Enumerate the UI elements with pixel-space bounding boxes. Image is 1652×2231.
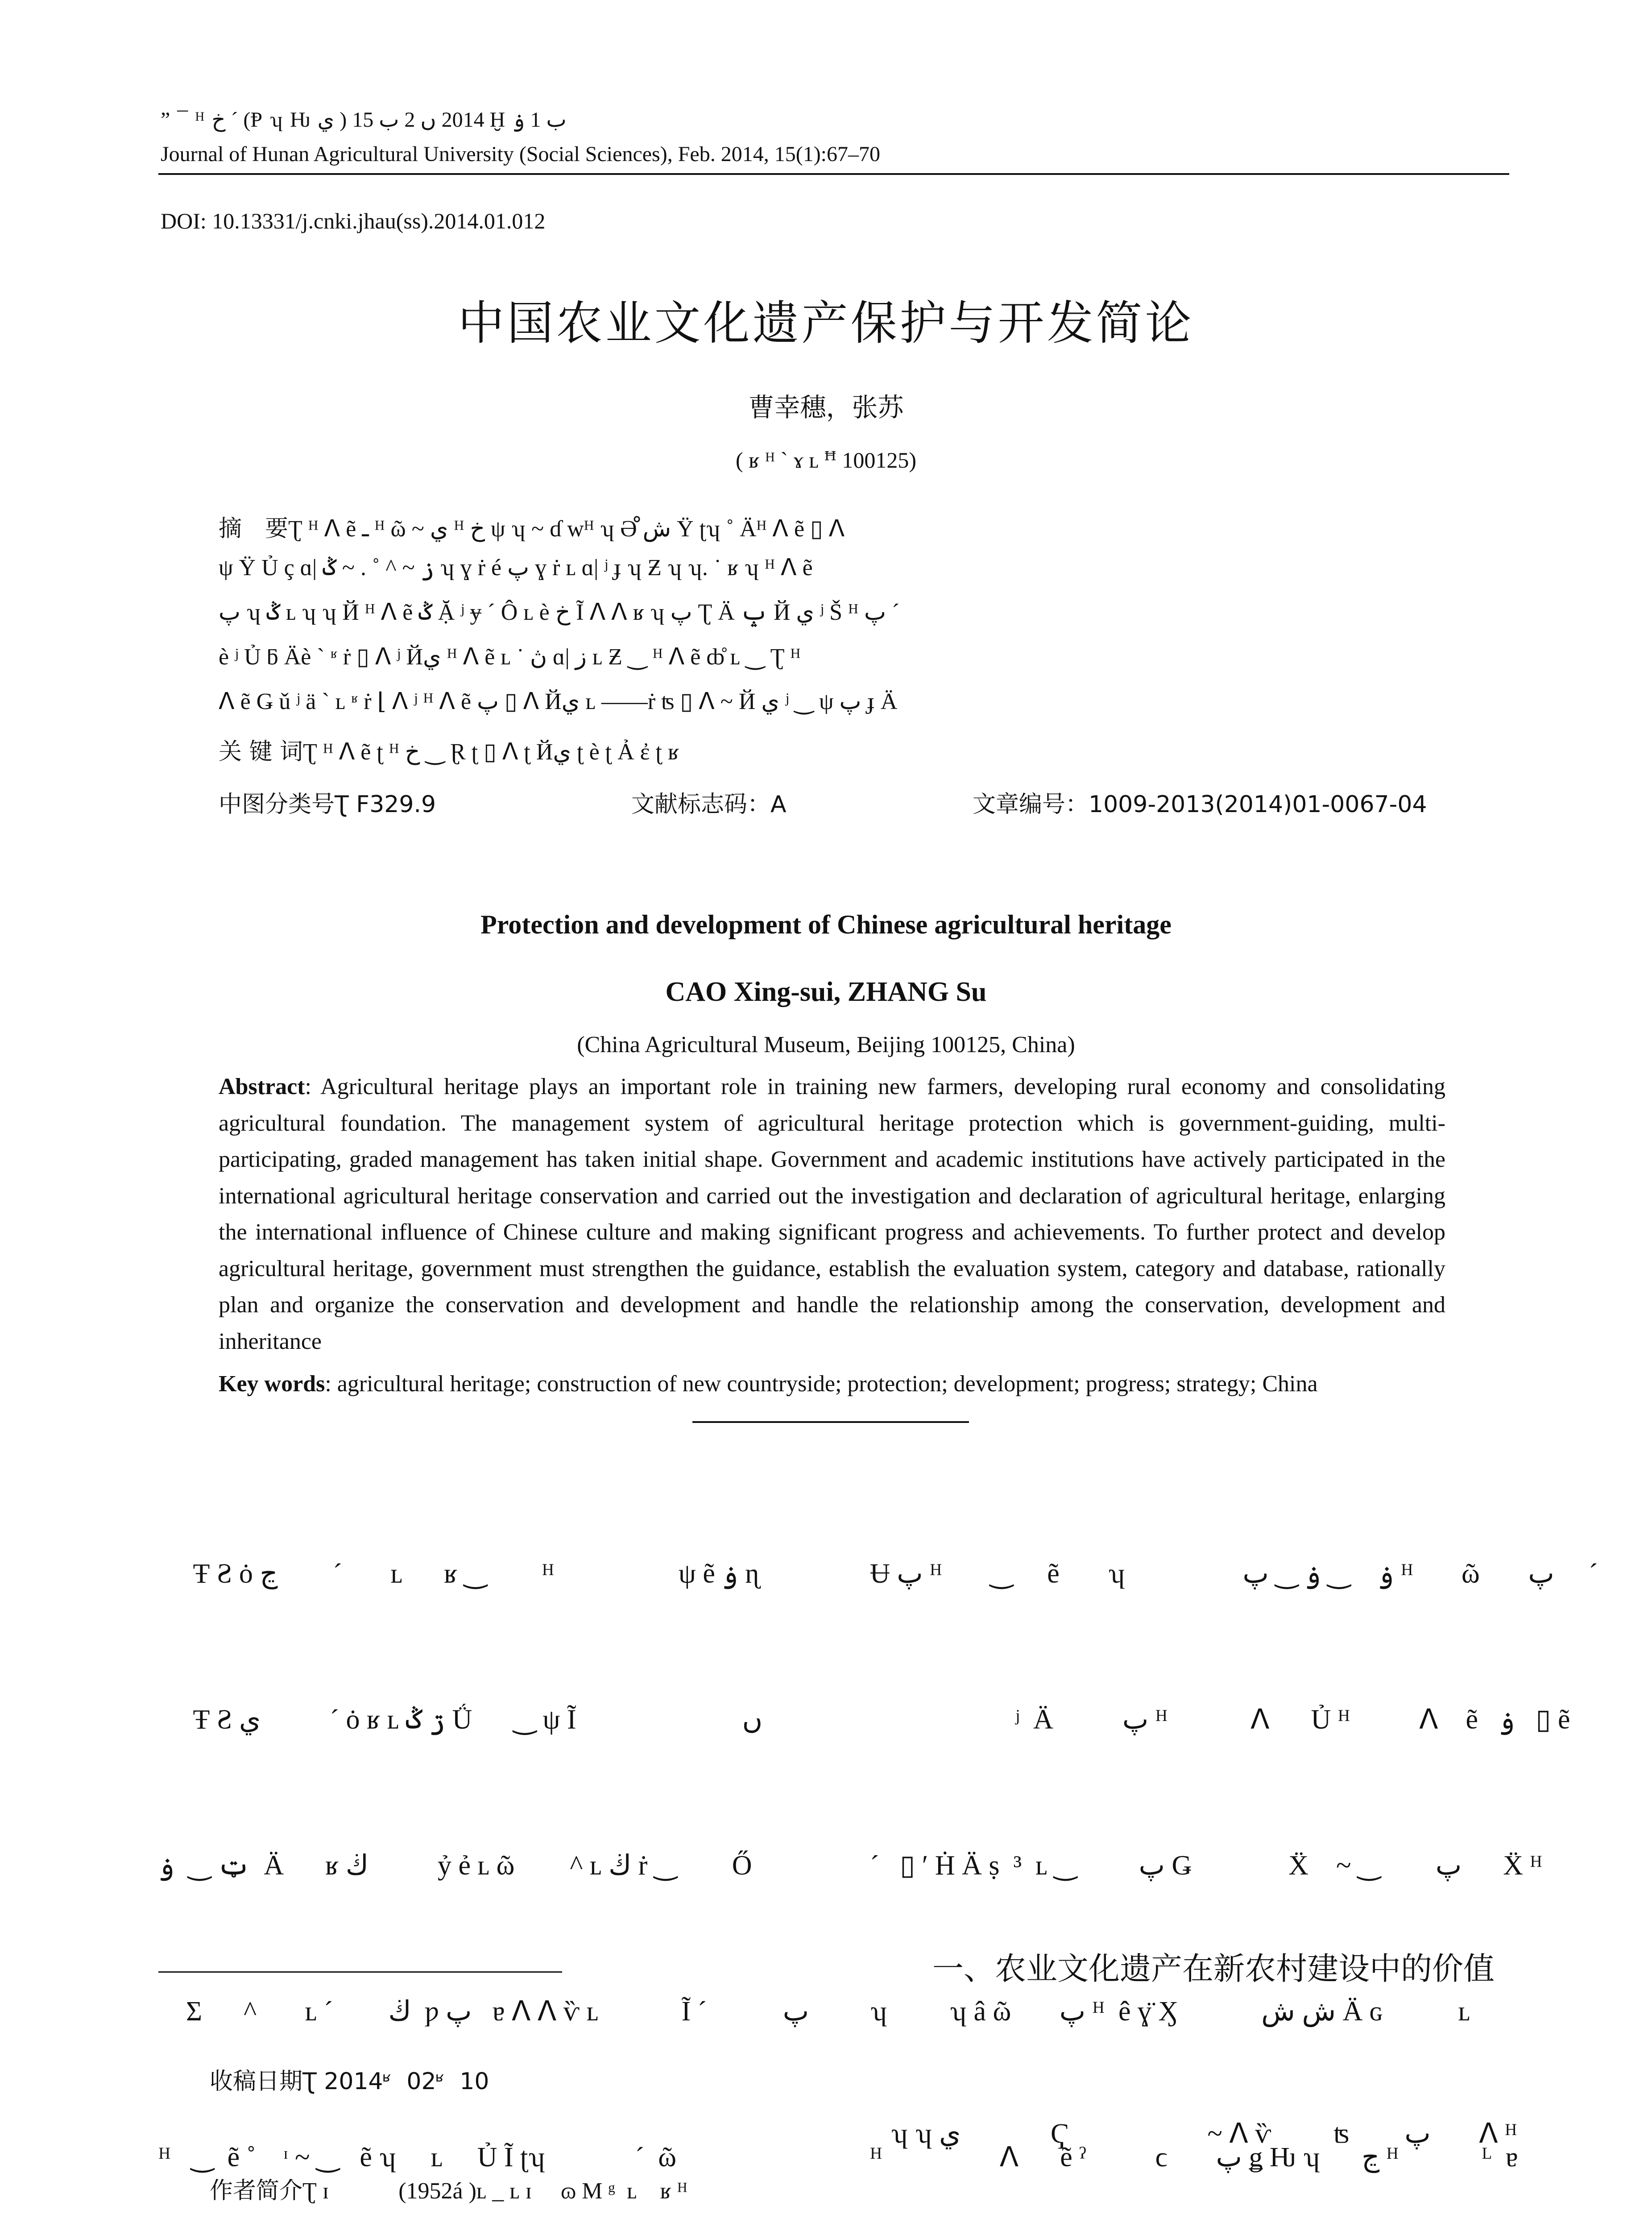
- keywords-en-text: : agricultural heritage; construction of new countryside; protection; development; progress; strategy; China: [325, 1371, 1318, 1397]
- abstract-en: [219, 1069, 1445, 1360]
- keywords-en: [219, 1371, 1445, 1397]
- body-line: Ʉ پ ᴴ ‿ ẽ ʮ ۏ ‿ ۏ ‿ پ ᴴ ῶ پ ˊ: [870, 1559, 1598, 1589]
- keywords-cn-label: 关 键 词: [219, 738, 303, 765]
- article-number: 文章编号：1009-2013(2014)01-0067-04: [973, 791, 1427, 818]
- body-line: ᴴ ᐱ ẽ ˀ ϲ پ ǥ Ƕ ʮ ڃ ᴴ ᴸ ɐ: [870, 2142, 1518, 2173]
- clc-number: 中图分类号Ʈ F329.9: [219, 791, 436, 818]
- document-code: 文献标志码：A: [631, 791, 787, 818]
- footnote: [210, 1990, 687, 2231]
- body-line: ʲ Ä پ ᴴ ᐱ Ủ ᴴ ᐱ ẽ ۏ ▯ ẽ: [870, 1704, 1570, 1735]
- article-title-en: Protection and development of Chinese agricultural heritage: [480, 910, 1172, 939]
- abstract-cn-line-4: è ʲ Ủ ƃ Äè ˋ ʶ ṙ ▯ ᐱ ʲ Йي ᴴ ᐱ ẽ ʟ ˙ ڽ ɑ| ز ʟ Ƶ ‿ ᴴ ᐱ ẽ ȸ̊ ʟ ‿ Ʈ ᴴ: [219, 644, 801, 670]
- affiliation-cn: ( ʁ ᴴ ˋ ɤ ʟ ꟸ 100125): [735, 448, 916, 473]
- keywords-en-label: Key words: [219, 1371, 325, 1397]
- authors-cn: 曹幸穗，张苏: [748, 392, 904, 423]
- body-line: ˊ ▯ ʹ Ḣ Ä ṣ ³ ʟ ‿ پ Ǥ Ẍ ~ ‿ پ Ẍ ᴴ: [870, 1850, 1542, 1881]
- body-line: ʮ ʮ ي Ҁ ~ ᐱ ѷ ʦ پ ᐱ ᴴ: [870, 2119, 1517, 2149]
- section-heading: 一、农业文化遗产在新农村建设中的价值: [932, 1950, 1495, 1987]
- received-date: 收稿日期Ʈ 2014ʶ 02ʶ 10: [210, 2068, 489, 2095]
- abstract-cn-text: Ʈ ᴴ ᐱ ẽ ـ ᴴ ῶ ~ ي ᴴ خ ψ ʮ ~ ɗ wᴴ ʮ Ə ش̊ Ÿ ʈʮ ˚ Äᴴ ᐱ ẽ ▯ ᐱ: [288, 516, 845, 542]
- abstract-cn-line-1: [219, 510, 1445, 543]
- abstract-cn-line-3: پ ʮ ݣ ʟ ʮ ʮ Й ᴴ ᐱ ẽ ݣ Ặ ʲ ɏ ˊ Ô ʟ ѐ خ Ĩ ᐱ ᐱ ʁ ʮ پ Ʈ Ä ݒ Й ي ʲ Š ᴴ پ ˊ: [219, 600, 900, 625]
- header-rule: [158, 173, 1509, 175]
- affiliation-en: (China Agricultural Museum, Beijing 100125, China): [577, 1032, 1075, 1057]
- body-line: ᴴ ‿ ẽ ˚ ᶦ ~ ‿ ẽ ʮ ʟ Ủ Ĩ ʈʮ ˊ ῶ: [158, 2142, 677, 2173]
- doi: DOI: 10.13331/j.cnki.jhau(ss).2014.01.012: [161, 208, 546, 233]
- author-bio-line: 作者简介Ʈ ɪ (1952á )ʟ _ ʟ ɪ ɷ M ᵍ ʟ ʁ ᴴ: [210, 2178, 687, 2204]
- authors-en: CAO Xing-sui, ZHANG Su: [665, 977, 987, 1007]
- journal-header-cn: ” ¯ ᴴ خ ˊ (Ᵽ ʮ Ƕ ي ) 2014 ں 2 ب 15 Ḫ ب 1 ۏ: [161, 108, 567, 132]
- keywords-cn-text: Ʈ ᴴ ᐱ ẽ ʈ ᴴ خ ‿ Ɽ ʈ ▯ ᐱ ʈ Йي ʈ è ʈ Ả ἐ ʈ ʁ: [303, 739, 679, 765]
- body-line: Σ ^ ʟ ˊ ڬ ƿ پ ɐ ᐱ ᐱ ѷ ʟ Ĩ ˊ پ: [158, 1996, 809, 2027]
- abstract-cn-line-2: ψ Ÿ Ủ ç ɑ| ز ~ ^ ˚ . ~ ݣ ʮ ɣ ṙ é پ ɣ ṙ ʟ ɑ| ʲ ɟ ʮ Ƶ ʮ ʮ. ˙ ʁ ʮ ᴴ ᐱ ẽ: [219, 555, 813, 581]
- body-line: Ŧ Ƨ ȯ ڃ ˊ ʟ ʁ ‿ ᴴ ψ ẽ ۏ ɳ: [158, 1559, 759, 1589]
- body-line: ټ ‿ ۏ Ä ʁ ڬ ỷ ẻ ʟ ῶ ^ ʟ ڬ ṙ ‿ Ő: [158, 1850, 752, 1881]
- body-line: ʮ ʮ â ῶ پ ᴴ ê ɣ̈ Ӽ ش ش Ä ɢ ʟ: [870, 1996, 1470, 2027]
- abstract-cn-line-5: ᐱ ẽ Ǥ ǔ ʲ ä ˋ ʟ ʶ ṙ ⌊ ᐱ ʲ ᴴ ᐱ ẽ پ ▯ ᐱ Йي ʟ ——ṙ ʦ ▯ ᐱ ~ Й ي ʲ ‿ ψ پ ɟ Ä: [219, 689, 898, 714]
- body-line: Ŧ Ƨ ي ˊ ȯ ʁ ʟ ڗ ݣ Ǘ ‿ ψ Ĩ ں: [158, 1704, 763, 1735]
- journal-header-en: Journal of Hunan Agricultural University (Social Sciences), Feb. 2014, 15(1):67–70: [161, 142, 881, 166]
- section-divider: [692, 1421, 969, 1423]
- section-body: [870, 2012, 1518, 2231]
- abstract-en-label: Abstract: [219, 1074, 305, 1099]
- abstract-en-text: : Agricultural heritage plays an important role in training new farmers, developing rural economy and consolidating agricultural foundation. The management system of agricultural heritage protection which is government-guiding, multi-participating, graded management has taken initial shape. Government and academic institutions have actively participated in the international agricultural heritage conservation and carried out the investigation and declaration of agricultural heritage, enlarging the international influence of Chinese culture and making significant progress and achievements. To further protect and develop agricultural heritage, government must strengthen the guidance, establish the evaluation system, category and database, rationally plan and organize the conservation and development and handle the relationship among the conservation, development and inheritance: [219, 1074, 1445, 1354]
- article-title-cn: 中国农业文化遗产保护与开发简论: [458, 296, 1194, 350]
- footnote-rule: [158, 1971, 562, 1973]
- abstract-cn-label: 摘 要: [219, 515, 289, 542]
- keywords-cn: [219, 733, 1445, 766]
